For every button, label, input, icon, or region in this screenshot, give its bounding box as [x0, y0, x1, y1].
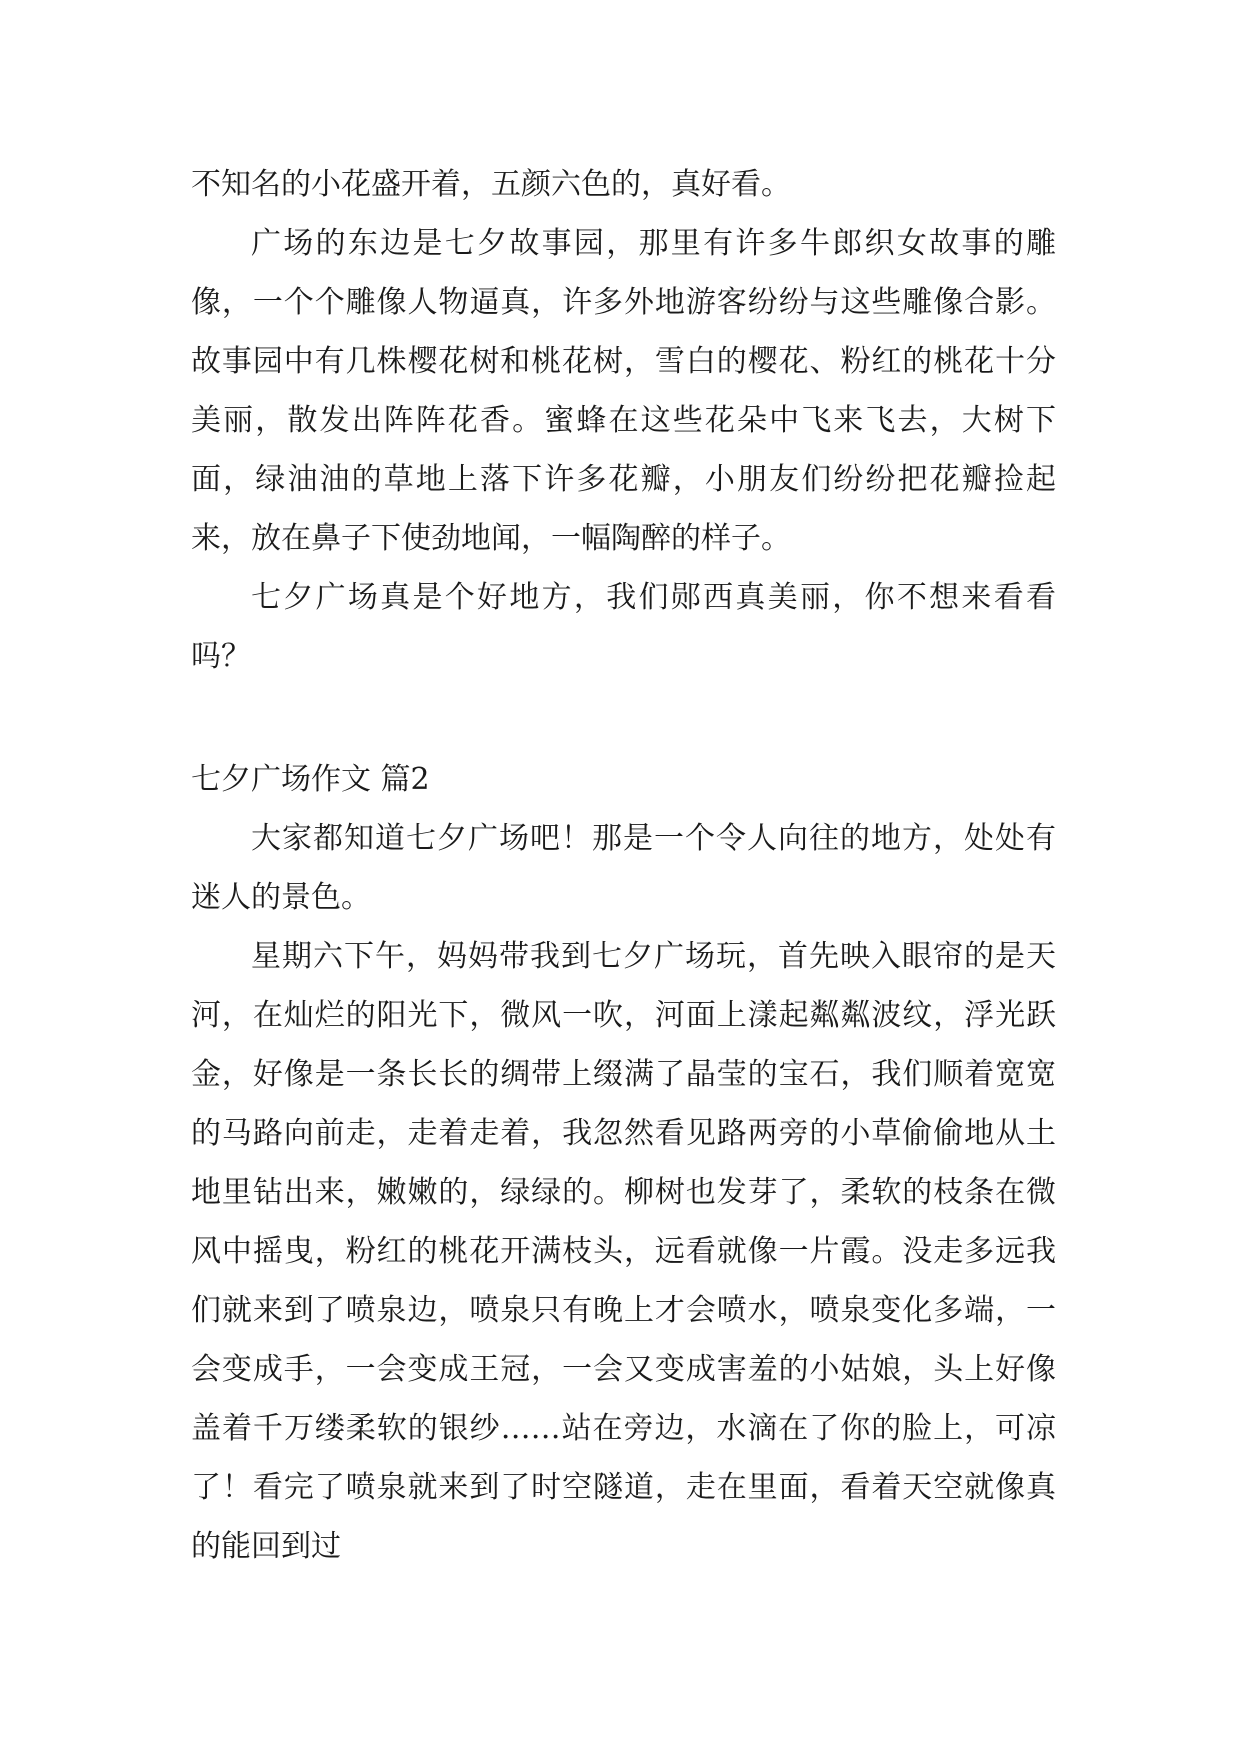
paragraph-2: 广场的东边是七夕故事园，那里有许多牛郎织女故事的雕像，一个个雕像人物逼真，许多外地游客纷纷与这些雕像合影。故事园中有几株樱花树和桃花树，雪白的樱花、粉红的桃花十分美丽，散发出阵阵花香。蜜蜂在这些花朵中飞来飞去，大树下面，绿油油的草地上落下许多花瓣，小朋友们纷纷把花瓣捡起来，放在鼻子下使劲地闻，一幅陶醉的样子。	[191, 226, 1056, 556]
paragraph-5: 星期六下午，妈妈带我到七夕广场玩，首先映入眼帘的是天河，在灿烂的阳光下，微风一吹，河面上漾起粼粼波纹，浮光跃金，好像是一条长长的绸带上缀满了晶莹的宝石，我们顺着宽宽的马路向前走，走着走着，我忽然看见路两旁的小草偷偷地从土地里钻出来，嫩嫩的，绿绿的。柳树也发芽了，柔软的枝条在微风中摇曳，粉红的桃花开满枝头，远看就像一片霞。没走多远我们就来到了喷泉边，喷泉只有晚上才会喷水，喷泉变化多端，一会变成手，一会变成王冠，一会又变成害羞的小姑娘，头上好像盖着千万缕柔软的银纱……站在旁边，水滴在了你的脸上，可凉了！看完了喷泉就来到了时空隧道，走在里面，看着天空就像真的能回到过	[191, 939, 1056, 1564]
paragraph-1: 不知名的小花盛开着，五颜六色的，真好看。	[191, 167, 791, 202]
section-title: 七夕广场作文 篇2	[191, 762, 430, 797]
paragraph-3: 七夕广场真是个好地方，我们郧西真美丽，你不想来看看吗？	[191, 580, 1056, 674]
document-page	[191, 155, 1056, 1576]
paragraph-4: 大家都知道七夕广场吧！那是一个令人向往的地方，处处有迷人的景色。	[191, 821, 1056, 915]
